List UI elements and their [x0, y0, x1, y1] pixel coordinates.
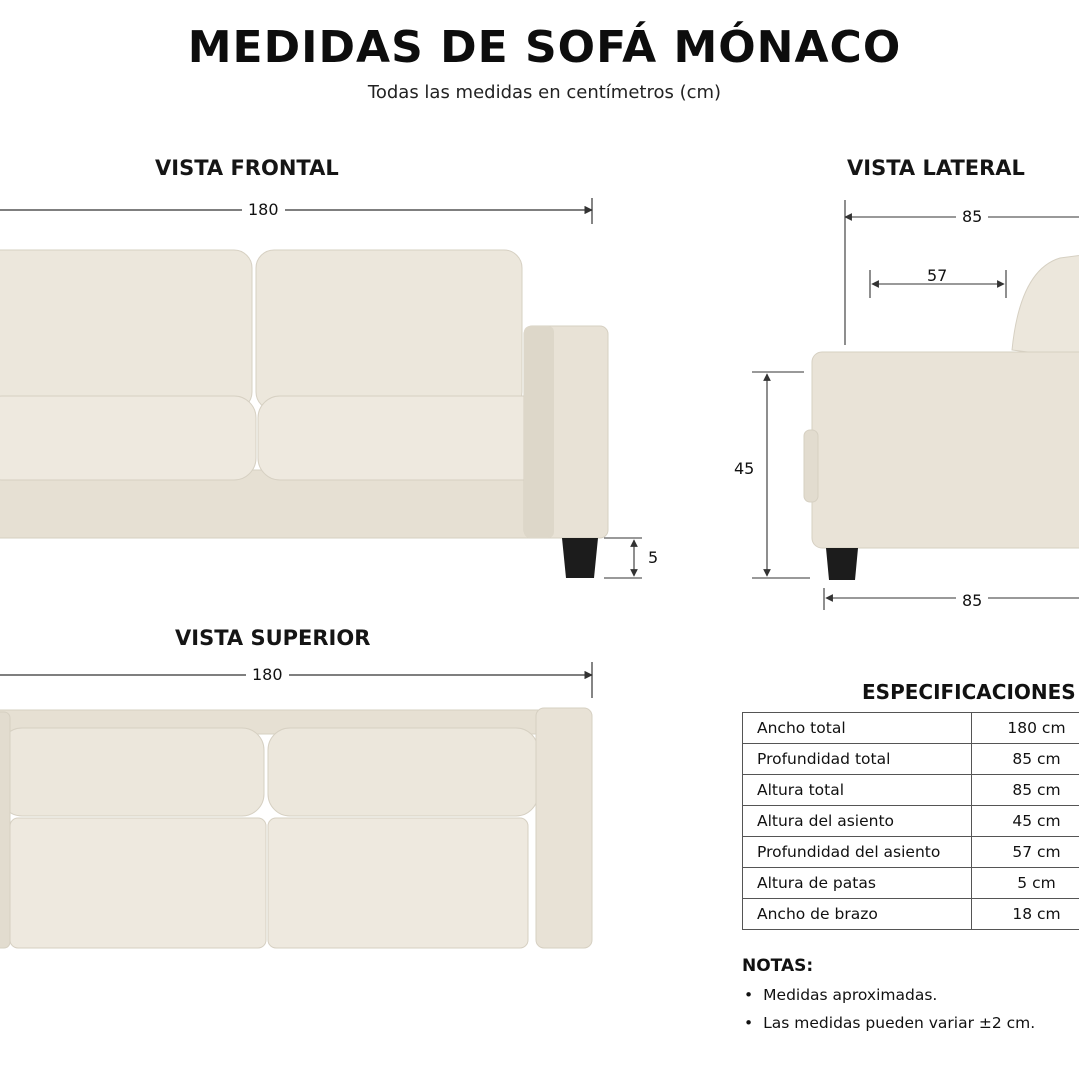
- page-title: MEDIDAS DE SOFÁ MÓNACO: [187, 22, 902, 73]
- note-item: • Las medidas pueden variar ±2 cm.: [744, 1012, 1035, 1040]
- notes-title: NOTAS:: [742, 956, 814, 976]
- spec-row: [743, 899, 1079, 930]
- side-depth-label: 85: [956, 207, 988, 226]
- spec-value: 85 cm: [972, 775, 1079, 806]
- bottom-depth-label: 85: [956, 591, 988, 610]
- front-seat-cushion-left: [0, 396, 256, 480]
- spec-label: Profundidad total: [743, 744, 972, 775]
- side-front-bulge: [804, 430, 818, 502]
- top-seat-cushion-left: [10, 818, 266, 948]
- spec-label: Altura total: [743, 775, 972, 806]
- front-view-title: VISTA FRONTAL: [155, 156, 339, 180]
- top-view-drawing: [0, 662, 592, 948]
- spec-label: Profundidad del asiento: [743, 837, 972, 868]
- top-arm-left: [0, 712, 10, 948]
- front-back-cushion-left: [0, 250, 252, 410]
- spec-label: Altura de patas: [743, 868, 972, 899]
- front-arm-shade: [524, 326, 554, 538]
- spec-value: 5 cm: [972, 868, 1079, 899]
- side-body: [812, 352, 1079, 548]
- spec-value: 57 cm: [972, 837, 1079, 868]
- spec-row: [743, 744, 1079, 775]
- top-width-label: 180: [246, 665, 289, 684]
- side-back-cushion: [1012, 254, 1079, 360]
- front-leg: [562, 538, 598, 578]
- spec-value: 180 cm: [972, 713, 1079, 744]
- side-leg: [826, 548, 858, 580]
- front-view-drawing: [0, 198, 642, 578]
- leg-height-label: 5: [644, 548, 662, 567]
- top-arm-right: [536, 708, 592, 948]
- spec-row: [743, 806, 1079, 837]
- spec-value: 45 cm: [972, 806, 1079, 837]
- spec-value: 18 cm: [972, 899, 1079, 930]
- notes-list: [744, 984, 1035, 1040]
- spec-value: 85 cm: [972, 744, 1079, 775]
- spec-label: Ancho de brazo: [743, 899, 972, 930]
- spec-label: Altura del asiento: [743, 806, 972, 837]
- spec-row: [743, 868, 1079, 899]
- note-item: • Medidas aproximadas.: [744, 984, 1035, 1012]
- specs-title: ESPECIFICACIONES: [862, 680, 1076, 704]
- seat-height-label: 45: [730, 459, 758, 478]
- top-seat-cushion-right: [268, 818, 528, 948]
- spec-row: [743, 775, 1079, 806]
- top-back-cushion-right: [268, 728, 538, 816]
- front-width-label: 180: [242, 200, 285, 219]
- spec-row: [743, 837, 1079, 868]
- specs-table: [742, 712, 1079, 930]
- front-back-cushion-right: [256, 250, 522, 410]
- side-view-title: VISTA LATERAL: [847, 156, 1025, 180]
- front-seat-cushion-right: [258, 396, 554, 480]
- side-view-drawing: [752, 200, 1079, 610]
- seat-depth-label: 57: [927, 266, 948, 285]
- spec-label: Ancho total: [743, 713, 972, 744]
- top-view-title: VISTA SUPERIOR: [175, 626, 371, 650]
- top-back-cushion-left: [0, 728, 264, 816]
- page-subtitle: Todas las medidas en centímetros (cm): [367, 82, 722, 103]
- spec-row: [743, 713, 1079, 744]
